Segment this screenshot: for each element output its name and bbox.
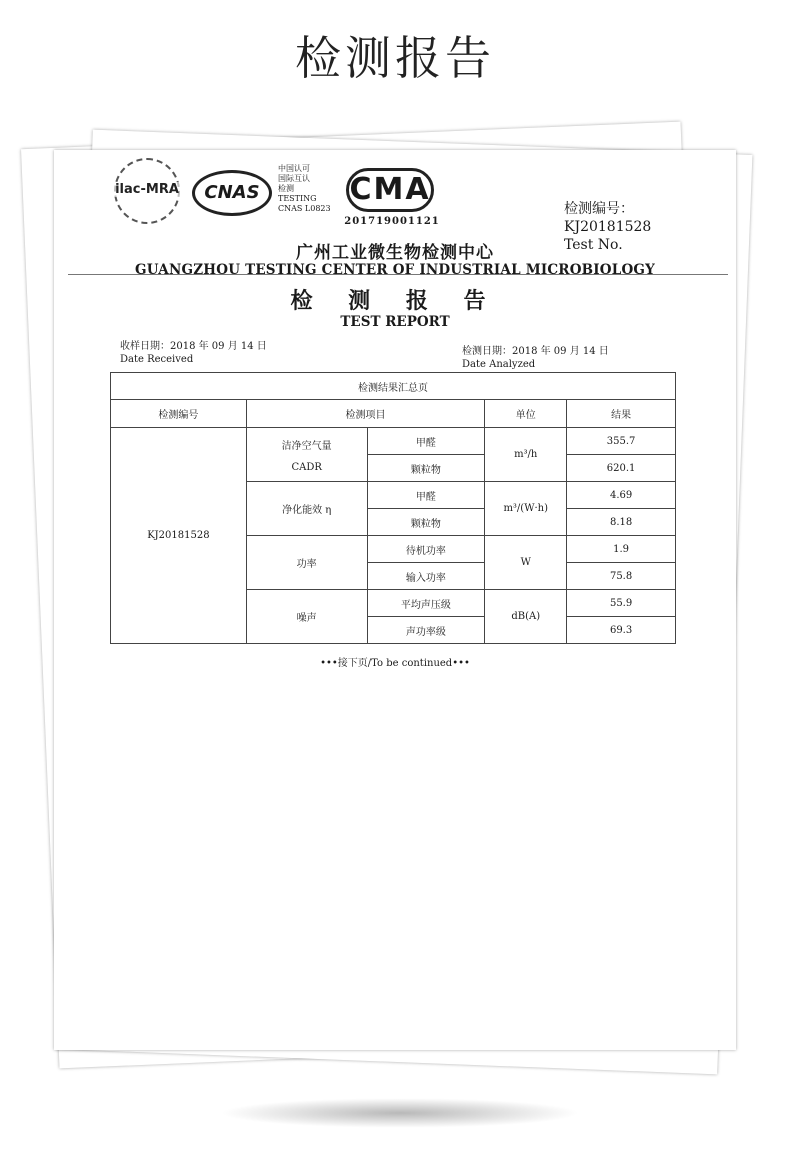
sample-id: KJ20181528 bbox=[111, 428, 247, 644]
group-cadr-label-en: CADR bbox=[291, 461, 322, 473]
test-number-en: Test No. bbox=[564, 237, 623, 253]
cma-number: 201719001121 bbox=[344, 216, 440, 227]
paper-shadow bbox=[220, 1098, 580, 1128]
header-result: 结果 bbox=[567, 400, 676, 428]
cnas-text: CNAS bbox=[204, 182, 260, 203]
result-cell: 1.9 bbox=[567, 536, 676, 563]
group-noise: 噪声 bbox=[246, 590, 367, 644]
cnas-info-line: 国际互认 bbox=[278, 174, 310, 183]
sub-item: 输入功率 bbox=[367, 563, 485, 590]
continued-note: •••接下页/To be continued••• bbox=[320, 658, 470, 669]
group-cadr bbox=[246, 428, 367, 482]
group-cadr-label: 洁净空气量 bbox=[281, 440, 332, 452]
org-name-en: GUANGZHOU TESTING CENTER OF INDUSTRIAL MICROBIOLOGY bbox=[135, 262, 655, 278]
report-title-en: TEST REPORT bbox=[340, 314, 450, 330]
result-cell: 8.18 bbox=[567, 509, 676, 536]
sub-item: 甲醛 bbox=[367, 428, 485, 455]
cma-text: CMA bbox=[349, 172, 431, 207]
ilac-logo bbox=[106, 158, 188, 228]
ilac-text: ilac-MRA bbox=[106, 182, 188, 197]
result-cell: 75.8 bbox=[567, 563, 676, 590]
sub-item: 平均声压级 bbox=[367, 590, 485, 617]
header-id: 检测编号 bbox=[111, 400, 247, 428]
result-cell: 55.9 bbox=[567, 590, 676, 617]
cnas-logo bbox=[192, 170, 272, 216]
header-unit: 单位 bbox=[485, 400, 567, 428]
result-cell: 4.69 bbox=[567, 482, 676, 509]
org-name-cn: 广州工业微生物检测中心 bbox=[296, 243, 494, 263]
result-cell: 620.1 bbox=[567, 455, 676, 482]
date-received-cn: 收样日期：2018 年 09 月 14 日 bbox=[120, 341, 267, 352]
date-analyzed bbox=[462, 345, 609, 371]
sub-item: 甲醛 bbox=[367, 482, 485, 509]
sub-item: 声功率级 bbox=[367, 617, 485, 644]
result-cell: 355.7 bbox=[567, 428, 676, 455]
sub-item: 颗粒物 bbox=[367, 509, 485, 536]
group-power: 功率 bbox=[246, 536, 367, 590]
date-received-en: Date Received bbox=[120, 354, 194, 365]
table-caption: 检测结果汇总页 bbox=[111, 373, 676, 400]
report-sheet bbox=[54, 150, 736, 1050]
cnas-info-line: TESTING bbox=[278, 194, 317, 203]
cnas-info-line: CNAS L0823 bbox=[278, 204, 331, 213]
sub-item: 待机功率 bbox=[367, 536, 485, 563]
unit-cell: m³/h bbox=[485, 428, 567, 482]
cnas-info-line: 检测 bbox=[278, 184, 294, 193]
date-analyzed-en: Date Analyzed bbox=[462, 359, 536, 370]
report-title-cn: 检 测 报 告 bbox=[290, 289, 500, 314]
header-item: 检测项目 bbox=[246, 400, 484, 428]
date-received bbox=[120, 340, 267, 366]
page-title: 检测报告 bbox=[295, 31, 495, 85]
test-number-cn: 检测编号：KJ20181528 bbox=[564, 201, 652, 235]
cnas-info bbox=[278, 164, 338, 214]
unit-cell: W bbox=[485, 536, 567, 590]
sub-item: 颗粒物 bbox=[367, 455, 485, 482]
cnas-info-line: 中国认可 bbox=[278, 164, 310, 173]
date-analyzed-cn: 检测日期：2018 年 09 月 14 日 bbox=[462, 346, 609, 357]
result-cell: 69.3 bbox=[567, 617, 676, 644]
cma-logo bbox=[346, 168, 434, 212]
results-table bbox=[110, 372, 676, 644]
unit-cell: dB(A) bbox=[485, 590, 567, 644]
unit-cell: m³/(W·h) bbox=[485, 482, 567, 536]
group-efficiency: 净化能效 η bbox=[246, 482, 367, 536]
